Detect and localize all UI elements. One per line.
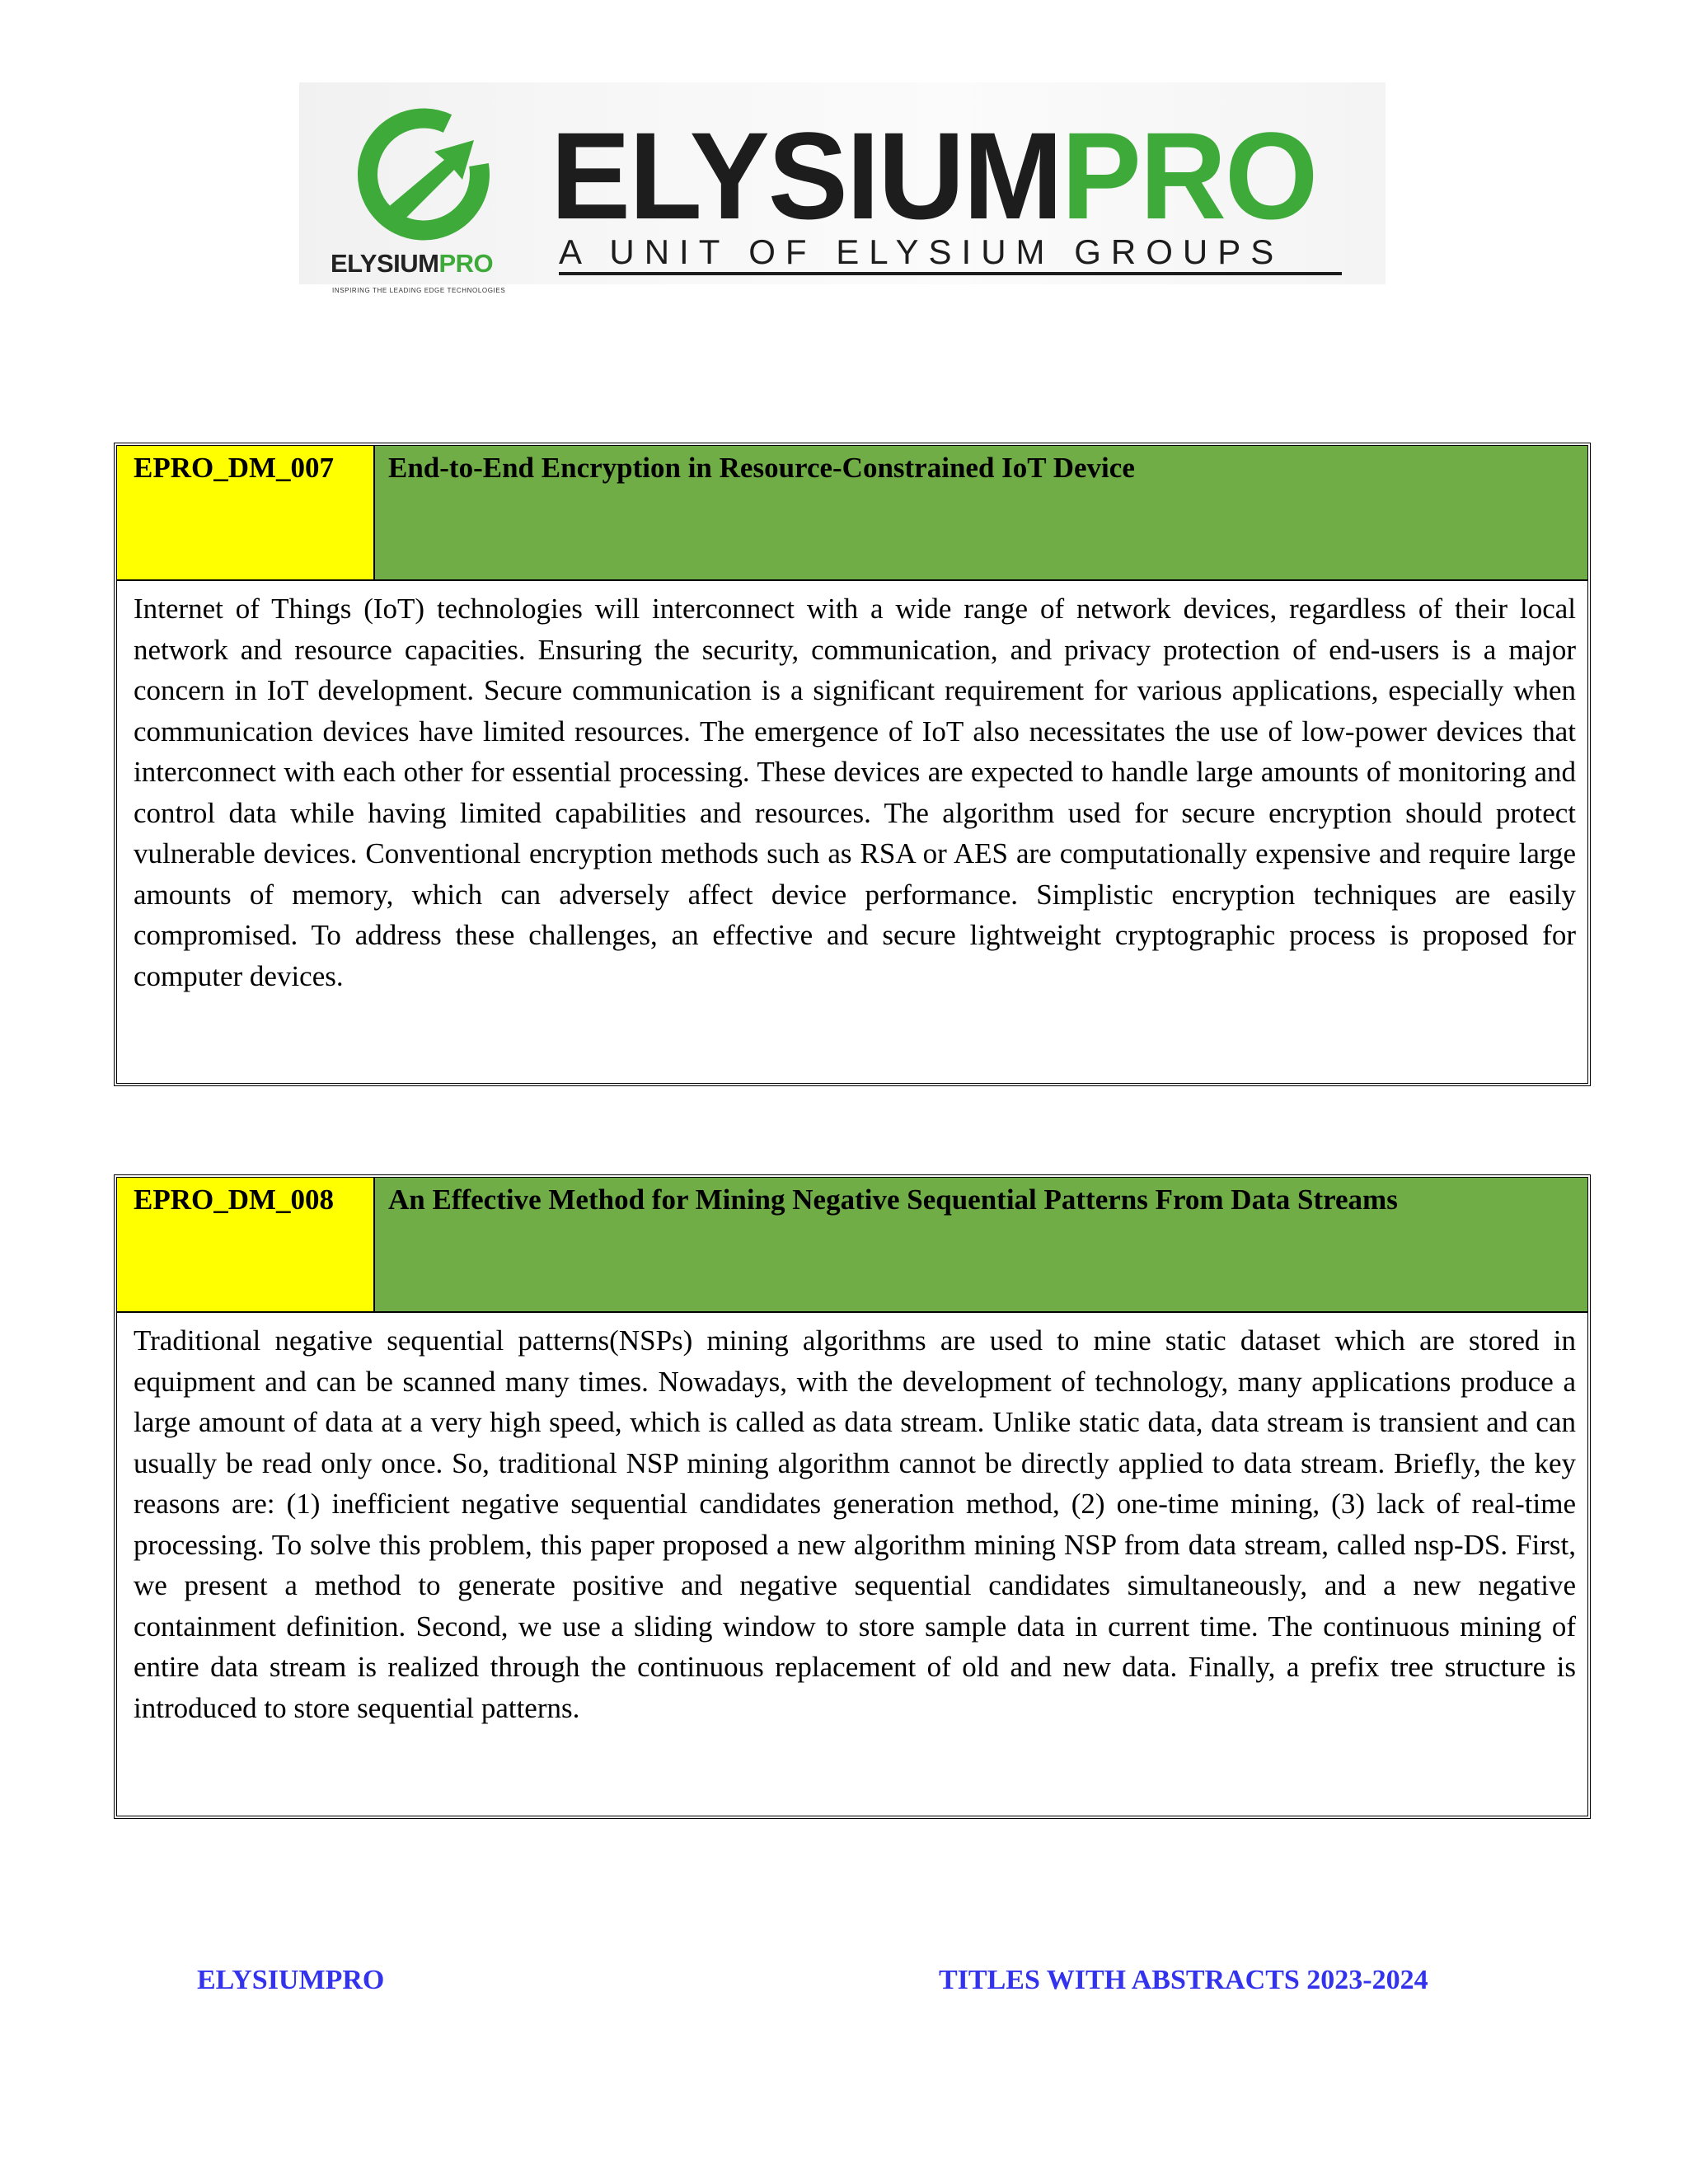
project-id: EPRO_DM_007 (117, 446, 375, 579)
footer-brand: ELYSIUMPRO (197, 1965, 385, 1995)
project-card (114, 443, 1591, 1086)
header-banner (299, 82, 1386, 294)
project-header (117, 1178, 1587, 1313)
project-card (114, 1174, 1591, 1819)
project-abstract: Traditional negative sequential patterns(NSPs) mining algorithms are used to mine static dataset which are stored in equipment and can be scanned many times. Nowadays, with the development of technology, many applications produce a large amount of data at a very high speed, which is called as data stream. Unlike static data, data stream is transient and can usually be read only once. So, traditional NSP mining algorithm cannot be directly applied to data stream. Briefly, the key reasons are: (1) inefficient negative sequential candidates generation method, (2) one-time mining, (3) lack of real-time processing. To solve this problem, this paper proposed a new algorithm mining NSP from data stream, called nsp-DS. First, we present a method to generate positive and negative sequential candidates simultaneously, and a new negative containment definition. Second, we use a sliding window to store sample data in current time. The continuous mining of entire data stream is realized through the continuous replacement of old and new data. Finally, a prefix tree structure is introduced to store sequential patterns. (134, 1324, 1576, 1724)
brand-tagline: A UNIT OF ELYSIUM GROUPS (559, 232, 1284, 271)
project-id: EPRO_DM_008 (117, 1178, 375, 1311)
small-wordmark: ELYSIUMPRO (331, 249, 494, 278)
small-tagline: INSPIRING THE LEADING EDGE TECHNOLOGIES (332, 287, 506, 294)
footer-catalog-title: TITLES WITH ABSTRACTS 2023-2024 (939, 1965, 1428, 1995)
project-title: End-to-End Encryption in Resource-Constrained IoT Device (375, 446, 1587, 579)
arrow-circle-logo-icon (324, 107, 522, 247)
tagline-underline (559, 272, 1342, 275)
project-header (117, 446, 1587, 581)
logo-emblem (324, 107, 522, 294)
project-title: An Effective Method for Mining Negative Sequential Patterns From Data Streams (375, 1178, 1587, 1311)
project-abstract: Internet of Things (IoT) technologies will interconnect with a wide range of network devices, regardless of their local network and resource capacities. Ensuring the security, communication, and privacy protection of end-users is a major concern in IoT development. Secure communication is a significant requirement for various applications, especially when communication devices have limited resources. The emergence of IoT also necessitates the use of low-power devices that interconnect with each other for essential processing. These devices are expected to handle large amounts of monitoring and control data while having limited capabilities and resources. The algorithm used for secure encryption should protect vulnerable devices. Conventional encryption methods such as RSA or AES are computationally expensive and require large amounts of memory, which can adversely affect device performance. Simplistic encryption techniques are easily compromised. To address these challenges, an effective and secure lightweight cryptographic process is proposed for computer devices. (134, 593, 1576, 992)
brand-wordmark: ELYSIUMPRO (551, 106, 1317, 245)
